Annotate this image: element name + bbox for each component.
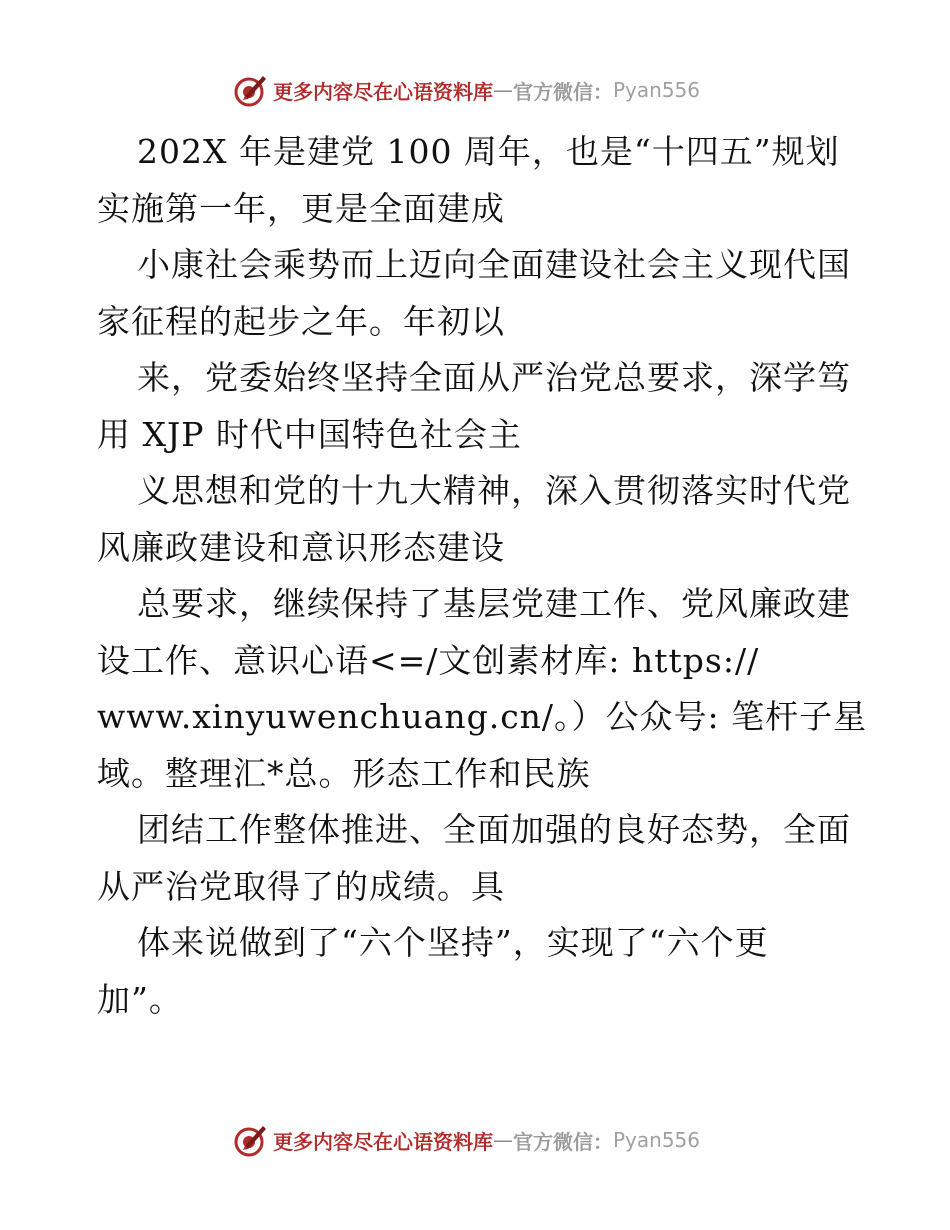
watermark-wechat-id: Pyan556 — [613, 1128, 701, 1152]
watermark-separator: — — [493, 78, 513, 102]
watermark-wechat-label: 官方微信： — [513, 1129, 613, 1154]
text-line: 总要求，继续保持了基层党建工作、党风廉政建 — [137, 584, 851, 623]
text-line: 用 XJP 时代中国特色社会主 — [97, 414, 522, 454]
text-line: 设工作、意识心语<=/文创素材库: https:// — [97, 640, 760, 680]
text-line: 实施第一年，更是全面建成 — [97, 188, 505, 228]
watermark-wechat-id: Pyan556 — [613, 78, 701, 102]
header-watermark — [233, 72, 700, 108]
document-body — [97, 124, 868, 1028]
paragraph — [97, 124, 857, 237]
text-line: 风廉政建设和意识形态建设 — [97, 527, 505, 567]
watermark-brand: 更多内容尽在心语资料库 — [273, 79, 493, 104]
text-line: www.xinyuwenchuang.cn/。）公众号: 笔杆子星 — [97, 697, 868, 736]
text-line: 团结工作整体推进、全面加强的良好态势，全面 — [137, 810, 851, 849]
watermark-wechat-label: 官方微信： — [513, 79, 613, 104]
text-line: 小康社会乘势而上迈向全面建设社会主义现代国 — [137, 245, 851, 284]
pen-logo-icon — [233, 72, 269, 108]
footer-watermark — [233, 1122, 700, 1158]
watermark-separator: — — [493, 1128, 513, 1152]
paragraph — [97, 802, 857, 915]
paragraph — [97, 350, 857, 463]
pen-logo-icon — [233, 1122, 269, 1158]
text-line: 202X 年是建党 100 周年，也是“十四五”规划 — [137, 132, 840, 171]
text-line: 义思想和党的十九大精神，深入贯彻落实时代党 — [137, 471, 851, 510]
text-line: 加”。 — [97, 979, 183, 1019]
text-line: 体来说做到了“六个坚持”，实现了“六个更 — [137, 923, 769, 962]
watermark-brand: 更多内容尽在心语资料库 — [273, 1129, 493, 1154]
paragraph — [97, 237, 857, 350]
text-line: 家征程的起步之年。年初以 — [97, 301, 505, 341]
paragraph — [97, 576, 868, 802]
paragraph — [97, 915, 857, 1028]
text-line: 从严治党取得了的成绩。具 — [97, 866, 505, 906]
paragraph — [97, 463, 857, 576]
text-line: 来，党委始终坚持全面从严治党总要求，深学笃 — [137, 358, 851, 397]
text-line: 域。整理汇*总。形态工作和民族 — [97, 753, 591, 793]
